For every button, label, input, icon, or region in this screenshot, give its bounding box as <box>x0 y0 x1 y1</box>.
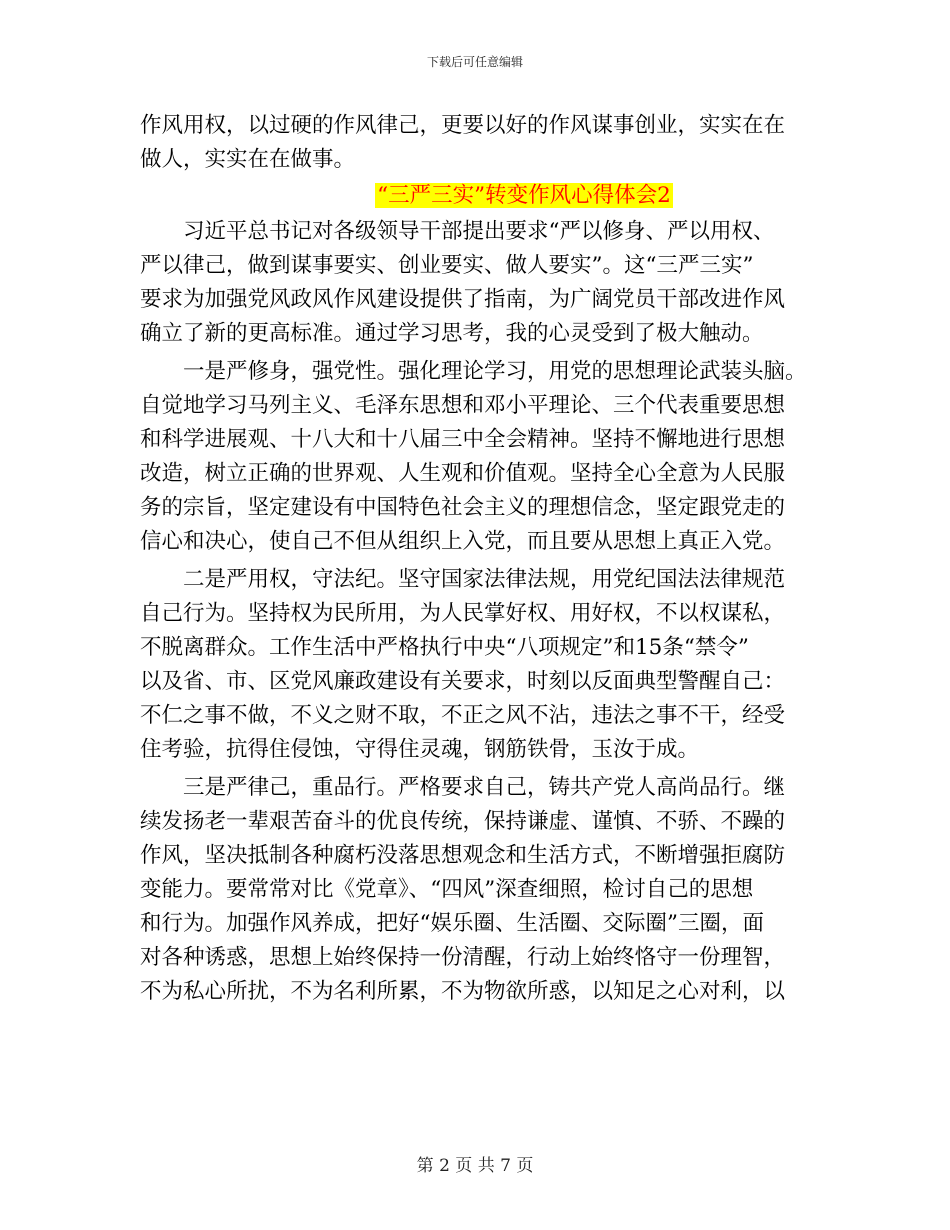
text-line: 习近平总书记对各级领导干部提出要求“严以修身、严以用权、 <box>183 219 775 244</box>
paragraph-3 <box>140 563 808 767</box>
paragraph-4 <box>140 771 808 1009</box>
text-line: 以及省、市、区党风廉政建设有关要求，时刻以反面典型警醒自己： <box>140 669 786 694</box>
text-line: 不为私心所扰，不为名利所累，不为物欲所惑，以知足之心对利，以 <box>140 979 786 1004</box>
page-header: 下载后可任意编辑 <box>426 55 523 69</box>
text-line: 对各种诱惑，思想上始终保持一份清醒，行动上始终恪守一份理智， <box>140 945 786 970</box>
text-line: 自觉地学习马列主义、毛泽东思想和邓小平理论、三个代表重要思想 <box>140 393 786 418</box>
text-line: 务的宗旨，坚定建设有中国特色社会主义的理想信念，坚定跟党走的 <box>140 495 786 520</box>
text-line: 不仁之事不做，不义之财不取，不正之风不沾，违法之事不干，经受 <box>140 703 786 728</box>
text-line: 不脱离群众。工作生活中严格执行中央“八项规定”和15条“禁令” <box>140 635 749 660</box>
text-line: 改造，树立正确的世界观、人生观和价值观。坚持全心全意为人民服 <box>140 461 786 486</box>
text-line: 信心和决心，使自己不但从组织上入党，而且要从思想上真正入党。 <box>140 529 786 554</box>
intro-paragraph <box>140 109 808 177</box>
text-line: 和行为。加强作风养成，把好“娱乐圈、生活圈、交际圈”三圈，面 <box>140 911 764 936</box>
page-footer: 第 2 页 共 7 页 <box>416 1156 534 1176</box>
text-line: 作风用权，以过硬的作风律己，更要以好的作风谋事创业，实实在在 <box>140 113 786 138</box>
text-line: 自己行为。坚持权为民所用，为人民掌好权、用好权，不以权谋私， <box>140 601 786 626</box>
text-line: 二是严用权，守法纪。坚守国家法律法规，用党纪国法法律规范 <box>183 567 786 592</box>
text-line: 做人，实实在在做事。 <box>140 147 356 172</box>
section-title-text: “三严三实”转变作风心得体会2 <box>377 183 671 208</box>
paragraph-1 <box>140 215 808 351</box>
text-line: 确立了新的更高标准。通过学习思考，我的心灵受到了极大触动。 <box>140 321 764 346</box>
text-line: 变能力。要常常对比《党章》、“四风”深查细照，检讨自己的思想 <box>140 877 754 902</box>
text-line: 一是严修身，强党性。强化理论学习，用党的思想理论武装头脑。 <box>183 359 807 384</box>
text-line: 要求为加强党风政风作风建设提供了指南，为广阔党员干部改进作风 <box>140 287 786 312</box>
text-line: 续发扬老一辈艰苦奋斗的优良传统，保持谦虚、谨慎、不骄、不躁的 <box>140 809 786 834</box>
text-line: 住考验，抗得住侵蚀，守得住灵魂，钢筋铁骨，玉汝于成。 <box>140 737 700 762</box>
section-title <box>140 179 808 213</box>
text-line: 严以律己，做到谋事要实、创业要实、做人要实”。这“三严三实” <box>140 253 754 278</box>
text-line: 和科学进展观、十八大和十八届三中全会精神。坚持不懈地进行思想 <box>140 427 786 452</box>
text-line: 作风，坚决抵制各种腐朽没落思想观念和生活方式，不断增强拒腐防 <box>140 843 786 868</box>
document-body <box>140 109 808 1009</box>
text-line: 三是严律己，重品行。严格要求自己，铸共产党人高尚品行。继 <box>183 775 786 800</box>
paragraph-2 <box>140 355 808 559</box>
